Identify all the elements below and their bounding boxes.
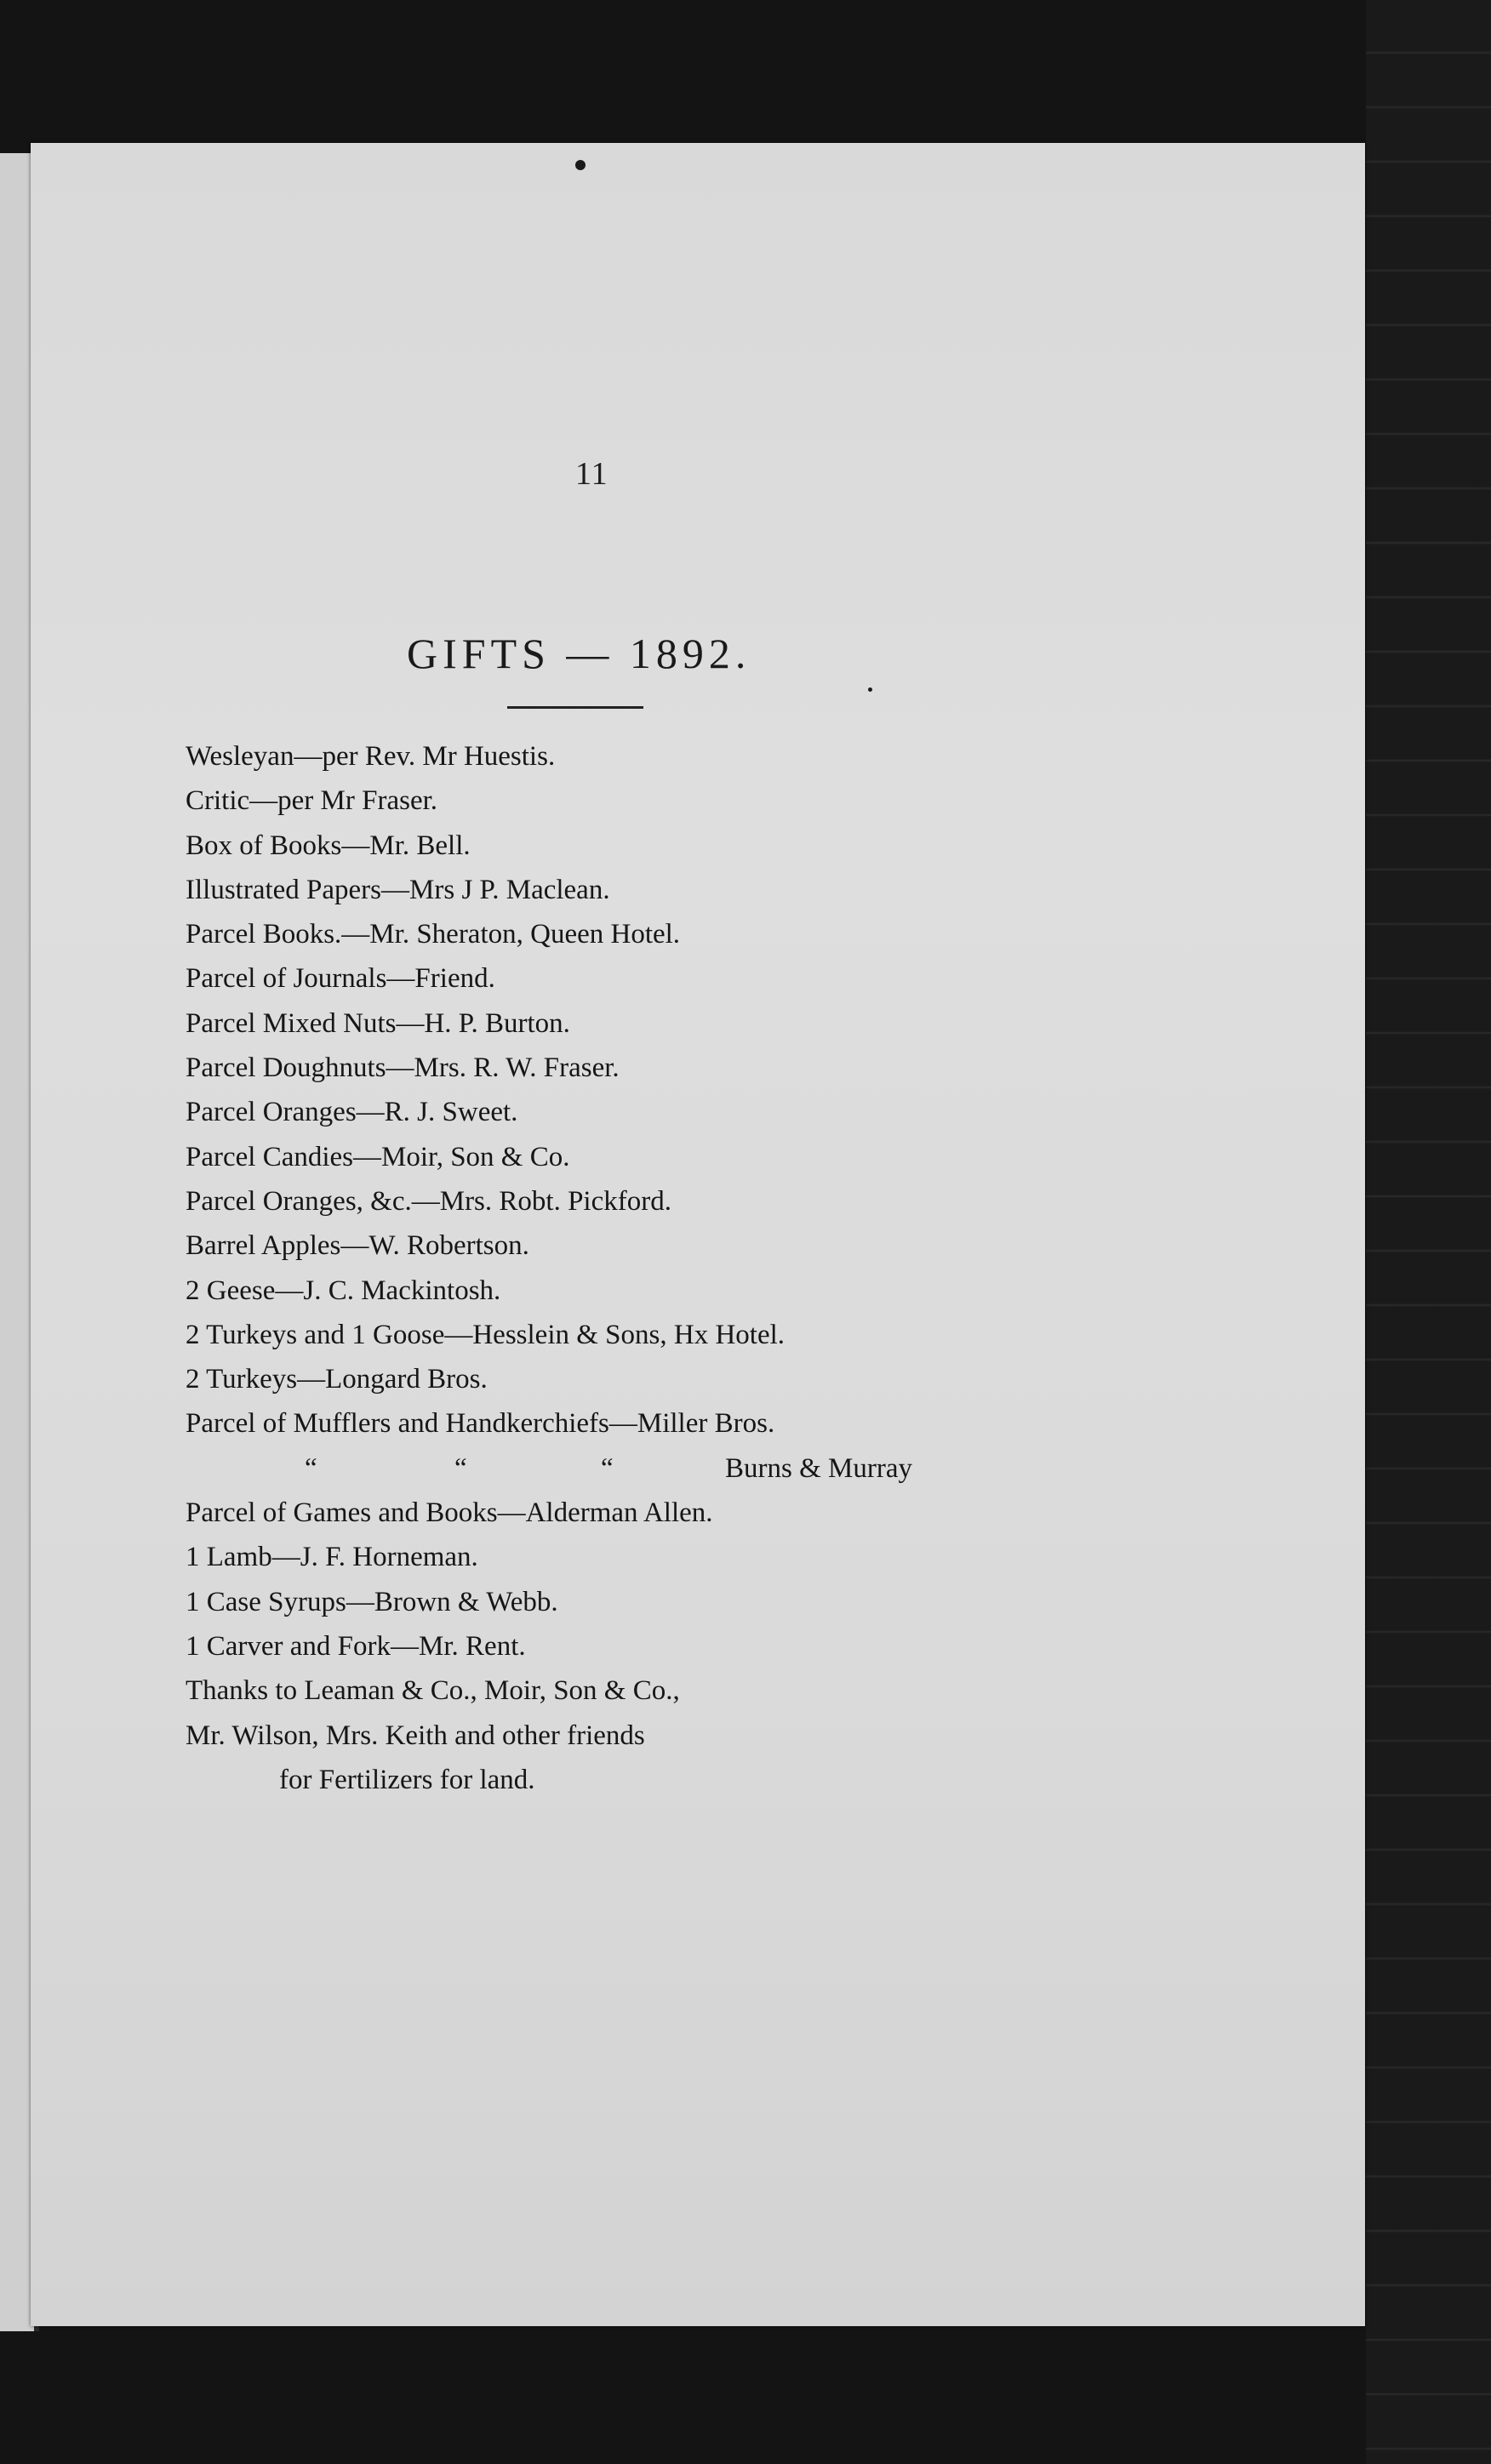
gift-entry: Parcel Candies—Moir, Son & Co.: [186, 1141, 570, 1172]
gift-entry: 1 Lamb—J. F. Horneman.: [186, 1542, 478, 1573]
scan-background: [1366, 0, 1491, 2464]
gift-entry: Parcel of Games and Books—Alderman Allen.: [186, 1497, 713, 1529]
ink-speck: [868, 687, 872, 692]
title-rule: [507, 706, 643, 709]
thanks-line: Thanks to Leaman & Co., Moir, Son & Co.,: [186, 1675, 680, 1707]
ditto-mark: “: [454, 1452, 467, 1484]
gift-entry: Illustrated Papers—Mrs J P. Maclean.: [186, 874, 610, 905]
ink-speck: [575, 160, 586, 170]
ditto-mark: “: [601, 1452, 614, 1484]
gift-list: [186, 734, 1292, 1802]
gift-entry: Parcel Oranges—R. J. Sweet.: [186, 1097, 518, 1128]
gift-entry: Parcel Doughnuts—Mrs. R. W. Fraser.: [186, 1052, 620, 1084]
gift-entry: 1 Carver and Fork—Mr. Rent.: [186, 1630, 526, 1662]
gift-entry: Barrel Apples—W. Robertson.: [186, 1230, 529, 1262]
ditto-mark: “: [305, 1452, 317, 1484]
ditto-entry: [186, 1446, 1292, 1491]
thanks-line: for Fertilizers for land.: [279, 1764, 535, 1795]
ditto-donor: Burns & Murray: [725, 1452, 912, 1484]
gift-entry: 1 Case Syrups—Brown & Webb.: [186, 1586, 558, 1617]
gift-entry: Parcel of Mufflers and Handkerchiefs—Miller Bros.: [186, 1408, 775, 1440]
gift-entry: 2 Turkeys—Longard Bros.: [186, 1364, 488, 1395]
gift-entry: Critic—per Mr Fraser.: [186, 785, 438, 817]
page-number: 11: [575, 456, 608, 492]
gift-entry: Box of Books—Mr. Bell.: [186, 830, 471, 861]
page-title: GIFTS — 1892.: [407, 630, 751, 677]
thanks-line: Mr. Wilson, Mrs. Keith and other friends: [186, 1720, 645, 1751]
gift-entry: 2 Turkeys and 1 Goose—Hesslein & Sons, Hx Hotel.: [186, 1319, 785, 1350]
gift-entry: Parcel Mixed Nuts—H. P. Burton.: [186, 1007, 570, 1039]
gift-entry: Parcel Books.—Mr. Sheraton, Queen Hotel.: [186, 919, 681, 950]
gift-entry: Wesleyan—per Rev. Mr Huestis.: [186, 741, 556, 772]
gift-entry: 2 Geese—J. C. Mackintosh.: [186, 1275, 501, 1306]
gift-entry: Parcel Oranges, &c.—Mrs. Robt. Pickford.: [186, 1185, 671, 1217]
gift-entry: Parcel of Journals—Friend.: [186, 963, 495, 995]
document-page: [31, 143, 1365, 2326]
